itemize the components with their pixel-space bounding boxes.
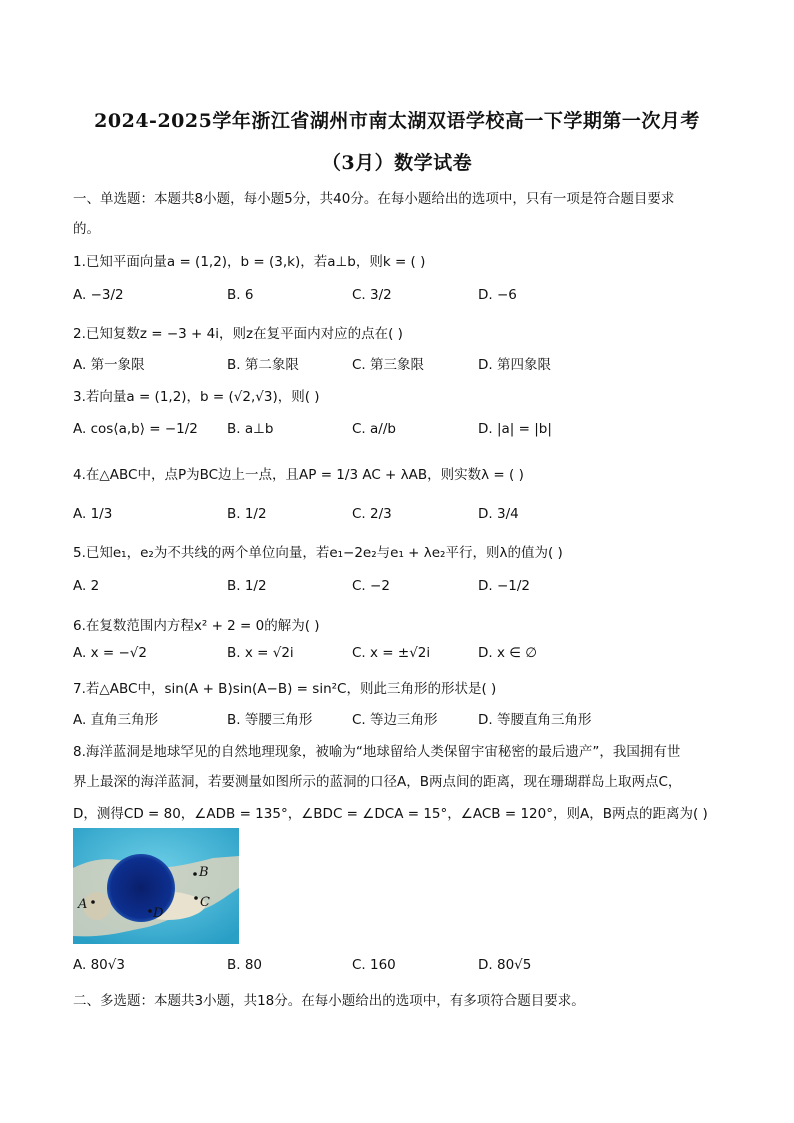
exam-title-line1: 2024-2025学年浙江省湖州市南太湖双语学校高一下学期第一次月考 — [94, 110, 700, 132]
section1-heading: 一、单选题：本题共8小题，每小题5分，共40分。在每小题给出的选项中，只有一项是符合题目要求 — [73, 191, 675, 207]
q5-option-d: D. −1/2 — [478, 578, 531, 594]
q8-option-d: D. 80√5 — [478, 957, 532, 973]
q1-option-b: B. 6 — [227, 287, 254, 303]
blue-hole-photo — [73, 828, 239, 944]
q7-option-b: B. 等腰三角形 — [227, 712, 313, 728]
q7-option-c: C. 等边三角形 — [352, 712, 438, 728]
question-8-stem-line1: 8.海洋蓝洞是地球罕见的自然地理现象，被喻为“地球留给人类保留宇宙秘密的最后遗产”，我国拥有世 — [73, 744, 681, 760]
q6-option-a: A. x = −√2 — [73, 645, 147, 661]
question-4-stem: 4.在△ABC中，点P为BC边上一点，且AP = 1/3 AC + λAB，则实数λ = ( ) — [73, 467, 524, 483]
question-2-stem: 2.已知复数z = −3 + 4i，则z在复平面内对应的点在( ) — [73, 326, 403, 342]
q6-option-b: B. x = √2i — [227, 645, 294, 661]
q2-option-d: D. 第四象限 — [478, 357, 551, 373]
q1-option-a: A. −3/2 — [73, 287, 124, 303]
q2-option-c: C. 第三象限 — [352, 357, 425, 373]
section1-heading-cont: 的。 — [73, 221, 100, 237]
q2-option-a: A. 第一象限 — [73, 357, 145, 373]
exam-title-line2: （3月）数学试卷 — [321, 152, 473, 174]
q7-option-a: A. 直角三角形 — [73, 712, 159, 728]
figure-label-c: C — [200, 895, 210, 910]
question-8-stem-line2: 界上最深的海洋蓝洞，若要测量如图所示的蓝洞的口径A，B两点间的距离，现在珊瑚群岛上取两点C， — [73, 774, 682, 790]
q5-option-a: A. 2 — [73, 578, 100, 594]
q4-option-c: C. 2/3 — [352, 506, 392, 522]
question-1-stem: 1.已知平面向量a = (1,2)，b = (3,k)，若a⊥b，则k = ( ) — [73, 254, 426, 270]
q5-option-b: B. 1/2 — [227, 578, 267, 594]
question-5-stem: 5.已知e₁，e₂为不共线的两个单位向量，若e₁−2e₂与e₁ + λe₂平行，则λ的值为( ) — [73, 545, 563, 561]
question-3-stem: 3.若向量a = (1,2)，b = (√2,√3)，则( ) — [73, 389, 320, 405]
q6-option-c: C. x = ±√2i — [352, 645, 431, 661]
q3-option-c: C. a//b — [352, 421, 396, 437]
q5-option-c: C. −2 — [352, 578, 390, 594]
q2-option-b: B. 第二象限 — [227, 357, 299, 373]
q4-option-a: A. 1/3 — [73, 506, 113, 522]
section2-heading: 二、多选题：本题共3小题，共18分。在每小题给出的选项中，有多项符合题目要求。 — [73, 993, 585, 1009]
q3-option-d: D. |a| = |b| — [478, 421, 552, 437]
q3-option-a: A. cos⟨a,b⟩ = −1/2 — [73, 421, 198, 437]
question-6-stem: 6.在复数范围内方程x² + 2 = 0的解为( ) — [73, 618, 320, 634]
q1-option-d: D. −6 — [478, 287, 517, 303]
q1-option-c: C. 3/2 — [352, 287, 392, 303]
figure-label-d: D — [153, 906, 164, 921]
question-8-stem-line3: D，测得CD = 80，∠ADB = 135°，∠BDC = ∠DCA = 15°，∠ACB = 120°，则A，B两点的距离为( ) — [73, 806, 708, 822]
q3-option-b: B. a⊥b — [227, 421, 274, 437]
q8-option-c: C. 160 — [352, 957, 396, 973]
q8-option-a: A. 80√3 — [73, 957, 125, 973]
figure-label-a: A — [78, 897, 88, 912]
q7-option-d: D. 等腰直角三角形 — [478, 712, 592, 728]
q6-option-d: D. x ∈ ∅ — [478, 645, 538, 661]
q4-option-b: B. 1/2 — [227, 506, 267, 522]
q4-option-d: D. 3/4 — [478, 506, 519, 522]
figure-label-b: B — [199, 865, 209, 880]
q8-option-b: B. 80 — [227, 957, 263, 973]
question-7-stem: 7.若△ABC中，sin(A + B)sin(A−B) = sin²C，则此三角形的形状是( ) — [73, 681, 497, 697]
